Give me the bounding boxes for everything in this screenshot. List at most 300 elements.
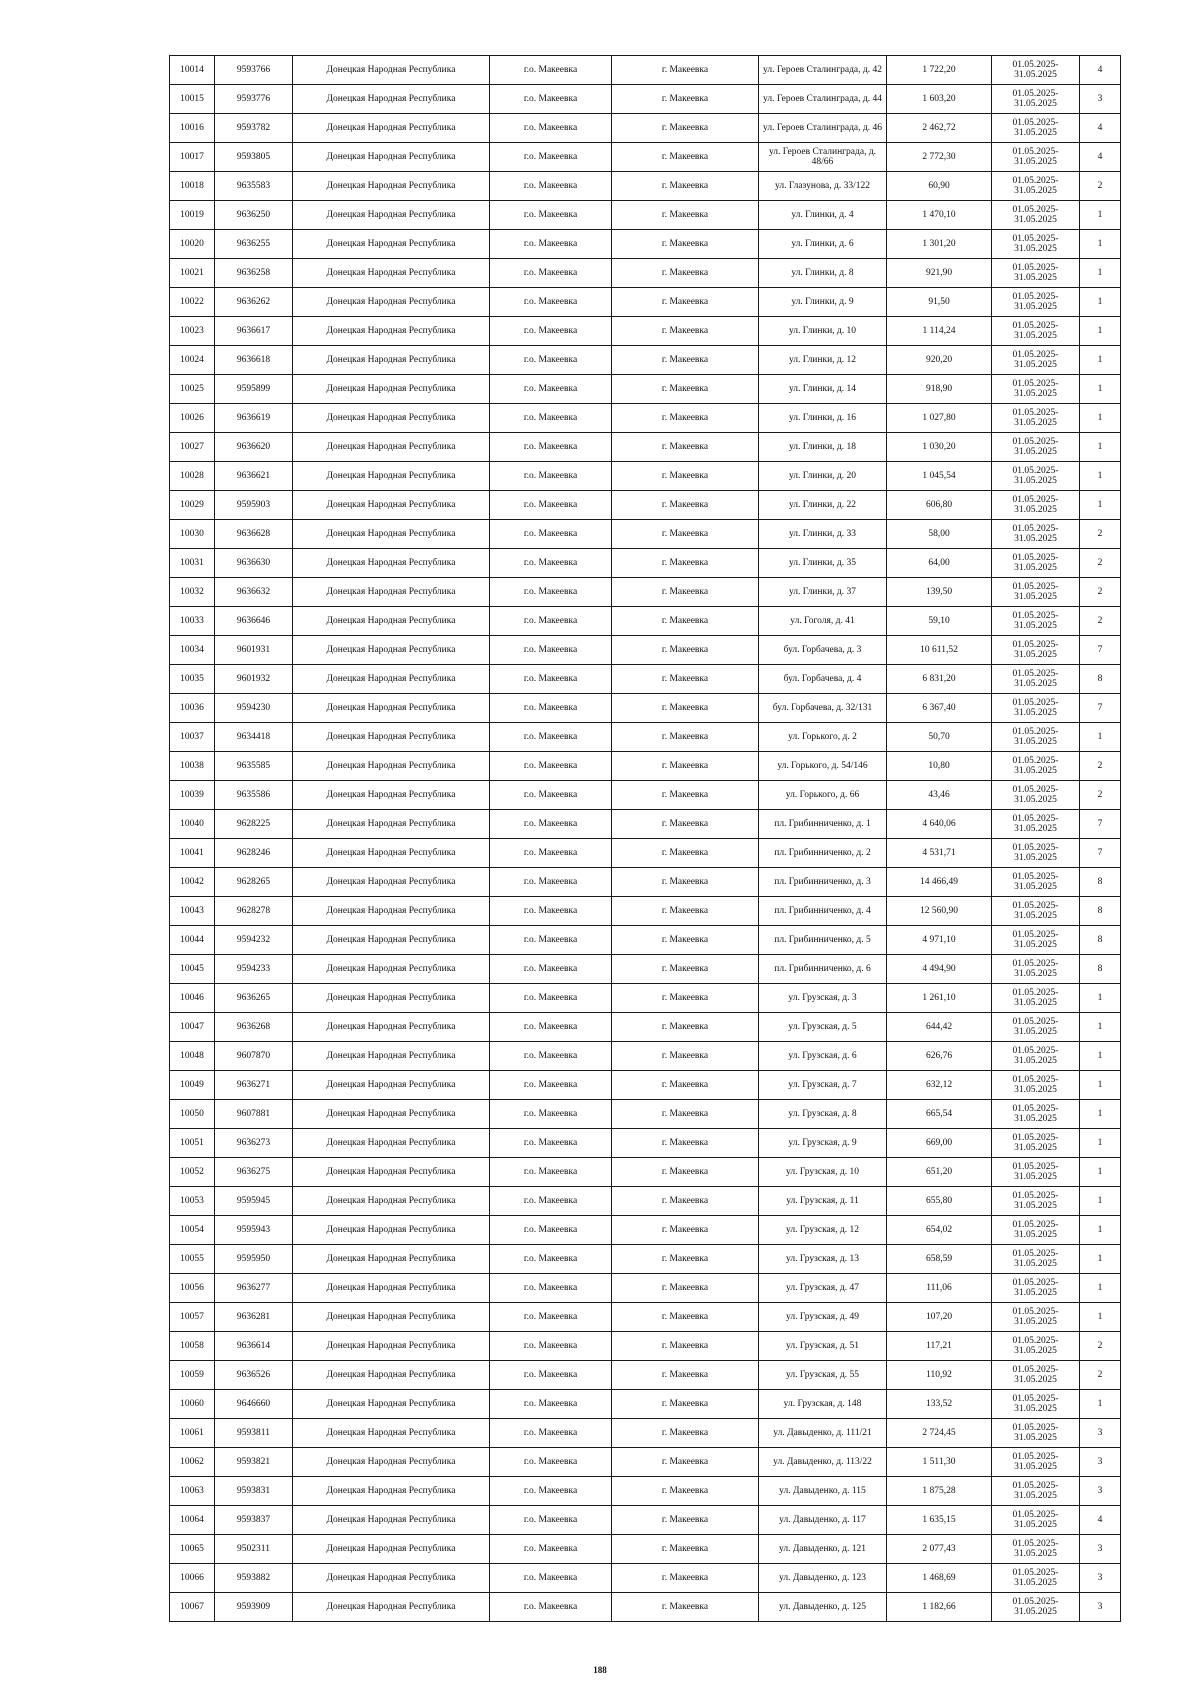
cell-address: ул. Глинки, д. 18 (759, 433, 887, 462)
cell-address: ул. Грузская, д. 47 (759, 1274, 887, 1303)
table-row (170, 723, 1121, 752)
cell-area: 1 261,10 (887, 984, 992, 1013)
table-row (170, 143, 1121, 172)
cell-period: 01.05.2025-31.05.2025 (992, 897, 1080, 926)
cell-row-number: 10038 (170, 752, 215, 781)
cell-row-number: 10050 (170, 1100, 215, 1129)
cell-city: г. Макеевка (612, 201, 759, 230)
cell-period: 01.05.2025-31.05.2025 (992, 491, 1080, 520)
cell-row-number: 10018 (170, 172, 215, 201)
cell-object-id: 9635583 (215, 172, 293, 201)
cell-address: ул. Грузская, д. 55 (759, 1361, 887, 1390)
cell-city: г. Макеевка (612, 1187, 759, 1216)
cell-city: г. Макеевка (612, 665, 759, 694)
cell-object-id: 9607870 (215, 1042, 293, 1071)
cell-region: Донецкая Народная Республика (293, 723, 490, 752)
cell-district: г.о. Макеевка (490, 288, 612, 317)
cell-area: 669,00 (887, 1129, 992, 1158)
cell-object-id: 9636281 (215, 1303, 293, 1332)
cell-row-number: 10067 (170, 1593, 215, 1622)
table-row (170, 984, 1121, 1013)
cell-row-number: 10039 (170, 781, 215, 810)
cell-period: 01.05.2025-31.05.2025 (992, 1564, 1080, 1593)
table-row (170, 1564, 1121, 1593)
cell-region: Донецкая Народная Республика (293, 520, 490, 549)
cell-address: ул. Глазунова, д. 33/122 (759, 172, 887, 201)
table-body (170, 56, 1121, 1622)
cell-address: ул. Грузская, д. 148 (759, 1390, 887, 1419)
cell-area: 2 077,43 (887, 1535, 992, 1564)
cell-area: 654,02 (887, 1216, 992, 1245)
cell-count: 1 (1080, 1274, 1121, 1303)
cell-address: ул. Грузская, д. 8 (759, 1100, 887, 1129)
cell-object-id: 9636273 (215, 1129, 293, 1158)
cell-district: г.о. Макеевка (490, 1535, 612, 1564)
cell-district: г.о. Макеевка (490, 172, 612, 201)
cell-object-id: 9593782 (215, 114, 293, 143)
cell-count: 1 (1080, 404, 1121, 433)
cell-count: 2 (1080, 520, 1121, 549)
cell-count: 2 (1080, 781, 1121, 810)
cell-address: пл. Грибинниченко, д. 3 (759, 868, 887, 897)
cell-address: ул. Глинки, д. 10 (759, 317, 887, 346)
cell-count: 3 (1080, 1593, 1121, 1622)
cell-region: Донецкая Народная Республика (293, 230, 490, 259)
cell-count: 4 (1080, 143, 1121, 172)
cell-object-id: 9636618 (215, 346, 293, 375)
cell-count: 3 (1080, 1448, 1121, 1477)
cell-count: 1 (1080, 317, 1121, 346)
cell-period: 01.05.2025-31.05.2025 (992, 839, 1080, 868)
cell-region: Донецкая Народная Республика (293, 1216, 490, 1245)
cell-object-id: 9636619 (215, 404, 293, 433)
cell-address: ул. Грузская, д. 13 (759, 1245, 887, 1274)
cell-city: г. Макеевка (612, 1419, 759, 1448)
table-row (170, 1013, 1121, 1042)
cell-area: 43,46 (887, 781, 992, 810)
cell-area: 1 027,80 (887, 404, 992, 433)
cell-object-id: 9502311 (215, 1535, 293, 1564)
cell-address: ул. Глинки, д. 4 (759, 201, 887, 230)
cell-city: г. Макеевка (612, 404, 759, 433)
cell-object-id: 9636258 (215, 259, 293, 288)
cell-row-number: 10026 (170, 404, 215, 433)
cell-city: г. Макеевка (612, 143, 759, 172)
cell-district: г.о. Макеевка (490, 433, 612, 462)
cell-region: Донецкая Народная Республика (293, 317, 490, 346)
cell-object-id: 9595899 (215, 375, 293, 404)
cell-region: Донецкая Народная Республика (293, 1158, 490, 1187)
table-row (170, 201, 1121, 230)
cell-count: 2 (1080, 607, 1121, 636)
cell-row-number: 10066 (170, 1564, 215, 1593)
cell-count: 1 (1080, 433, 1121, 462)
table-row (170, 694, 1121, 723)
cell-row-number: 10042 (170, 868, 215, 897)
cell-address: ул. Давыденко, д. 123 (759, 1564, 887, 1593)
cell-count: 1 (1080, 1129, 1121, 1158)
cell-district: г.о. Макеевка (490, 665, 612, 694)
table-row (170, 433, 1121, 462)
cell-row-number: 10055 (170, 1245, 215, 1274)
cell-area: 2 462,72 (887, 114, 992, 143)
cell-object-id: 9628265 (215, 868, 293, 897)
cell-district: г.о. Макеевка (490, 839, 612, 868)
cell-count: 4 (1080, 114, 1121, 143)
cell-address: ул. Героев Сталинграда, д. 44 (759, 85, 887, 114)
table-row (170, 665, 1121, 694)
table-row (170, 56, 1121, 85)
cell-period: 01.05.2025-31.05.2025 (992, 288, 1080, 317)
cell-object-id: 9595945 (215, 1187, 293, 1216)
table-row (170, 114, 1121, 143)
cell-row-number: 10028 (170, 462, 215, 491)
cell-period: 01.05.2025-31.05.2025 (992, 723, 1080, 752)
cell-period: 01.05.2025-31.05.2025 (992, 259, 1080, 288)
cell-district: г.о. Макеевка (490, 1477, 612, 1506)
cell-period: 01.05.2025-31.05.2025 (992, 1013, 1080, 1042)
cell-object-id: 9636262 (215, 288, 293, 317)
cell-period: 01.05.2025-31.05.2025 (992, 926, 1080, 955)
cell-city: г. Макеевка (612, 781, 759, 810)
cell-period: 01.05.2025-31.05.2025 (992, 1129, 1080, 1158)
cell-area: 12 560,90 (887, 897, 992, 926)
cell-row-number: 10032 (170, 578, 215, 607)
cell-row-number: 10058 (170, 1332, 215, 1361)
cell-city: г. Макеевка (612, 1535, 759, 1564)
cell-row-number: 10016 (170, 114, 215, 143)
cell-period: 01.05.2025-31.05.2025 (992, 346, 1080, 375)
cell-row-number: 10062 (170, 1448, 215, 1477)
cell-city: г. Макеевка (612, 259, 759, 288)
cell-object-id: 9636630 (215, 549, 293, 578)
cell-object-id: 9593805 (215, 143, 293, 172)
cell-address: ул. Героев Сталинграда, д. 46 (759, 114, 887, 143)
cell-area: 632,12 (887, 1071, 992, 1100)
cell-area: 918,90 (887, 375, 992, 404)
cell-count: 1 (1080, 1100, 1121, 1129)
cell-period: 01.05.2025-31.05.2025 (992, 1216, 1080, 1245)
cell-address: ул. Давыденко, д. 115 (759, 1477, 887, 1506)
cell-object-id: 9607881 (215, 1100, 293, 1129)
cell-count: 1 (1080, 1390, 1121, 1419)
cell-area: 6 831,20 (887, 665, 992, 694)
cell-region: Донецкая Народная Республика (293, 1100, 490, 1129)
cell-district: г.о. Макеевка (490, 259, 612, 288)
cell-address: ул. Глинки, д. 9 (759, 288, 887, 317)
cell-district: г.о. Макеевка (490, 984, 612, 1013)
cell-district: г.о. Макеевка (490, 549, 612, 578)
cell-city: г. Макеевка (612, 172, 759, 201)
cell-address: ул. Давыденко, д. 125 (759, 1593, 887, 1622)
cell-city: г. Макеевка (612, 230, 759, 259)
cell-period: 01.05.2025-31.05.2025 (992, 1245, 1080, 1274)
cell-city: г. Макеевка (612, 694, 759, 723)
cell-district: г.о. Макеевка (490, 1245, 612, 1274)
cell-count: 4 (1080, 56, 1121, 85)
cell-region: Донецкая Народная Республика (293, 462, 490, 491)
cell-region: Донецкая Народная Республика (293, 491, 490, 520)
cell-period: 01.05.2025-31.05.2025 (992, 143, 1080, 172)
cell-count: 1 (1080, 1245, 1121, 1274)
cell-district: г.о. Макеевка (490, 752, 612, 781)
cell-area: 117,21 (887, 1332, 992, 1361)
cell-city: г. Макеевка (612, 1303, 759, 1332)
cell-region: Донецкая Народная Республика (293, 1042, 490, 1071)
cell-count: 2 (1080, 172, 1121, 201)
cell-row-number: 10014 (170, 56, 215, 85)
cell-period: 01.05.2025-31.05.2025 (992, 1303, 1080, 1332)
cell-count: 3 (1080, 1535, 1121, 1564)
cell-district: г.о. Макеевка (490, 1419, 612, 1448)
cell-period: 01.05.2025-31.05.2025 (992, 752, 1080, 781)
cell-object-id: 9594230 (215, 694, 293, 723)
cell-address: ул. Горького, д. 66 (759, 781, 887, 810)
cell-district: г.о. Макеевка (490, 607, 612, 636)
cell-city: г. Макеевка (612, 1506, 759, 1535)
cell-object-id: 9636268 (215, 1013, 293, 1042)
cell-city: г. Макеевка (612, 114, 759, 143)
cell-address: ул. Грузская, д. 7 (759, 1071, 887, 1100)
cell-area: 111,06 (887, 1274, 992, 1303)
cell-row-number: 10044 (170, 926, 215, 955)
cell-object-id: 9593821 (215, 1448, 293, 1477)
cell-row-number: 10036 (170, 694, 215, 723)
cell-period: 01.05.2025-31.05.2025 (992, 694, 1080, 723)
cell-count: 3 (1080, 1564, 1121, 1593)
cell-area: 921,90 (887, 259, 992, 288)
table-row (170, 346, 1121, 375)
cell-row-number: 10048 (170, 1042, 215, 1071)
cell-region: Донецкая Народная Республика (293, 897, 490, 926)
cell-count: 1 (1080, 375, 1121, 404)
cell-period: 01.05.2025-31.05.2025 (992, 1477, 1080, 1506)
cell-area: 91,50 (887, 288, 992, 317)
cell-city: г. Макеевка (612, 1071, 759, 1100)
cell-period: 01.05.2025-31.05.2025 (992, 607, 1080, 636)
cell-district: г.о. Макеевка (490, 897, 612, 926)
cell-period: 01.05.2025-31.05.2025 (992, 1071, 1080, 1100)
cell-region: Донецкая Народная Республика (293, 694, 490, 723)
cell-address: ул. Глинки, д. 6 (759, 230, 887, 259)
cell-city: г. Макеевка (612, 520, 759, 549)
cell-count: 1 (1080, 462, 1121, 491)
cell-address: ул. Давыденко, д. 113/22 (759, 1448, 887, 1477)
cell-district: г.о. Макеевка (490, 1361, 612, 1390)
cell-region: Донецкая Народная Республика (293, 607, 490, 636)
cell-row-number: 10019 (170, 201, 215, 230)
cell-object-id: 9595950 (215, 1245, 293, 1274)
cell-district: г.о. Макеевка (490, 201, 612, 230)
cell-period: 01.05.2025-31.05.2025 (992, 375, 1080, 404)
cell-period: 01.05.2025-31.05.2025 (992, 1390, 1080, 1419)
table-row (170, 1216, 1121, 1245)
cell-object-id: 9636628 (215, 520, 293, 549)
cell-count: 8 (1080, 926, 1121, 955)
cell-city: г. Макеевка (612, 85, 759, 114)
cell-district: г.о. Макеевка (490, 1216, 612, 1245)
cell-count: 1 (1080, 491, 1121, 520)
cell-city: г. Макеевка (612, 723, 759, 752)
cell-object-id: 9601931 (215, 636, 293, 665)
cell-district: г.о. Макеевка (490, 636, 612, 665)
cell-address: пл. Грибинниченко, д. 5 (759, 926, 887, 955)
table-row (170, 317, 1121, 346)
cell-district: г.о. Макеевка (490, 375, 612, 404)
cell-area: 4 531,71 (887, 839, 992, 868)
cell-address: ул. Глинки, д. 8 (759, 259, 887, 288)
cell-period: 01.05.2025-31.05.2025 (992, 1448, 1080, 1477)
cell-object-id: 9628278 (215, 897, 293, 926)
cell-city: г. Макеевка (612, 897, 759, 926)
table-row (170, 1187, 1121, 1216)
cell-city: г. Макеевка (612, 1593, 759, 1622)
cell-period: 01.05.2025-31.05.2025 (992, 665, 1080, 694)
table-row (170, 752, 1121, 781)
cell-count: 2 (1080, 1332, 1121, 1361)
table-row (170, 1100, 1121, 1129)
cell-period: 01.05.2025-31.05.2025 (992, 520, 1080, 549)
cell-district: г.о. Макеевка (490, 1100, 612, 1129)
cell-row-number: 10040 (170, 810, 215, 839)
cell-object-id: 9636617 (215, 317, 293, 346)
cell-period: 01.05.2025-31.05.2025 (992, 1187, 1080, 1216)
cell-region: Донецкая Народная Республика (293, 1535, 490, 1564)
cell-area: 1 603,20 (887, 85, 992, 114)
cell-row-number: 10064 (170, 1506, 215, 1535)
cell-area: 107,20 (887, 1303, 992, 1332)
cell-region: Донецкая Народная Республика (293, 1274, 490, 1303)
cell-region: Донецкая Народная Республика (293, 259, 490, 288)
cell-address: пл. Грибинниченко, д. 4 (759, 897, 887, 926)
cell-district: г.о. Макеевка (490, 56, 612, 85)
cell-city: г. Макеевка (612, 810, 759, 839)
cell-row-number: 10020 (170, 230, 215, 259)
cell-district: г.о. Макеевка (490, 578, 612, 607)
cell-region: Донецкая Народная Республика (293, 1071, 490, 1100)
cell-object-id: 9593882 (215, 1564, 293, 1593)
cell-count: 7 (1080, 694, 1121, 723)
cell-city: г. Макеевка (612, 752, 759, 781)
cell-area: 10,80 (887, 752, 992, 781)
cell-area: 1 182,66 (887, 1593, 992, 1622)
cell-district: г.о. Макеевка (490, 723, 612, 752)
cell-area: 1 030,20 (887, 433, 992, 462)
cell-count: 1 (1080, 1042, 1121, 1071)
cell-address: ул. Героев Сталинграда, д. 48/66 (759, 143, 887, 172)
table-row (170, 85, 1121, 114)
cell-city: г. Макеевка (612, 1245, 759, 1274)
cell-count: 4 (1080, 1506, 1121, 1535)
cell-region: Донецкая Народная Республика (293, 1303, 490, 1332)
cell-city: г. Макеевка (612, 549, 759, 578)
cell-district: г.о. Макеевка (490, 1506, 612, 1535)
table-row (170, 288, 1121, 317)
cell-region: Донецкая Народная Республика (293, 1245, 490, 1274)
cell-row-number: 10035 (170, 665, 215, 694)
cell-city: г. Макеевка (612, 926, 759, 955)
table-row (170, 491, 1121, 520)
cell-district: г.о. Макеевка (490, 1274, 612, 1303)
table-row (170, 1071, 1121, 1100)
cell-region: Донецкая Народная Республика (293, 85, 490, 114)
table-row (170, 897, 1121, 926)
cell-object-id: 9628225 (215, 810, 293, 839)
cell-row-number: 10056 (170, 1274, 215, 1303)
cell-object-id: 9636646 (215, 607, 293, 636)
cell-count: 1 (1080, 259, 1121, 288)
table-row (170, 839, 1121, 868)
cell-area: 58,00 (887, 520, 992, 549)
cell-object-id: 9593776 (215, 85, 293, 114)
cell-row-number: 10015 (170, 85, 215, 114)
cell-object-id: 9636275 (215, 1158, 293, 1187)
cell-city: г. Макеевка (612, 433, 759, 462)
cell-district: г.о. Макеевка (490, 520, 612, 549)
cell-object-id: 9636250 (215, 201, 293, 230)
cell-city: г. Макеевка (612, 1477, 759, 1506)
cell-period: 01.05.2025-31.05.2025 (992, 868, 1080, 897)
cell-district: г.о. Макеевка (490, 317, 612, 346)
cell-district: г.о. Макеевка (490, 1071, 612, 1100)
cell-period: 01.05.2025-31.05.2025 (992, 1506, 1080, 1535)
table-row (170, 1506, 1121, 1535)
cell-row-number: 10037 (170, 723, 215, 752)
cell-row-number: 10041 (170, 839, 215, 868)
cell-period: 01.05.2025-31.05.2025 (992, 781, 1080, 810)
cell-row-number: 10052 (170, 1158, 215, 1187)
cell-region: Донецкая Народная Республика (293, 839, 490, 868)
cell-object-id: 9628246 (215, 839, 293, 868)
cell-count: 3 (1080, 1477, 1121, 1506)
cell-period: 01.05.2025-31.05.2025 (992, 462, 1080, 491)
cell-area: 110,92 (887, 1361, 992, 1390)
cell-period: 01.05.2025-31.05.2025 (992, 172, 1080, 201)
cell-count: 1 (1080, 201, 1121, 230)
cell-count: 1 (1080, 288, 1121, 317)
registry-table (169, 55, 1121, 1622)
cell-address: пл. Грибинниченко, д. 2 (759, 839, 887, 868)
cell-row-number: 10054 (170, 1216, 215, 1245)
cell-count: 2 (1080, 752, 1121, 781)
cell-period: 01.05.2025-31.05.2025 (992, 549, 1080, 578)
cell-region: Донецкая Народная Республика (293, 1448, 490, 1477)
cell-period: 01.05.2025-31.05.2025 (992, 1593, 1080, 1622)
cell-object-id: 9595943 (215, 1216, 293, 1245)
cell-city: г. Макеевка (612, 346, 759, 375)
cell-address: ул. Глинки, д. 22 (759, 491, 887, 520)
cell-row-number: 10051 (170, 1129, 215, 1158)
cell-count: 3 (1080, 1419, 1121, 1448)
table-row (170, 375, 1121, 404)
cell-period: 01.05.2025-31.05.2025 (992, 404, 1080, 433)
cell-city: г. Макеевка (612, 288, 759, 317)
cell-city: г. Макеевка (612, 636, 759, 665)
cell-city: г. Макеевка (612, 578, 759, 607)
cell-area: 920,20 (887, 346, 992, 375)
cell-object-id: 9593811 (215, 1419, 293, 1448)
cell-region: Донецкая Народная Республика (293, 1593, 490, 1622)
cell-period: 01.05.2025-31.05.2025 (992, 1419, 1080, 1448)
cell-address: ул. Грузская, д. 6 (759, 1042, 887, 1071)
cell-region: Донецкая Народная Республика (293, 143, 490, 172)
cell-address: ул. Глинки, д. 16 (759, 404, 887, 433)
table-row (170, 1477, 1121, 1506)
table-row (170, 868, 1121, 897)
cell-city: г. Макеевка (612, 955, 759, 984)
cell-period: 01.05.2025-31.05.2025 (992, 636, 1080, 665)
cell-row-number: 10027 (170, 433, 215, 462)
